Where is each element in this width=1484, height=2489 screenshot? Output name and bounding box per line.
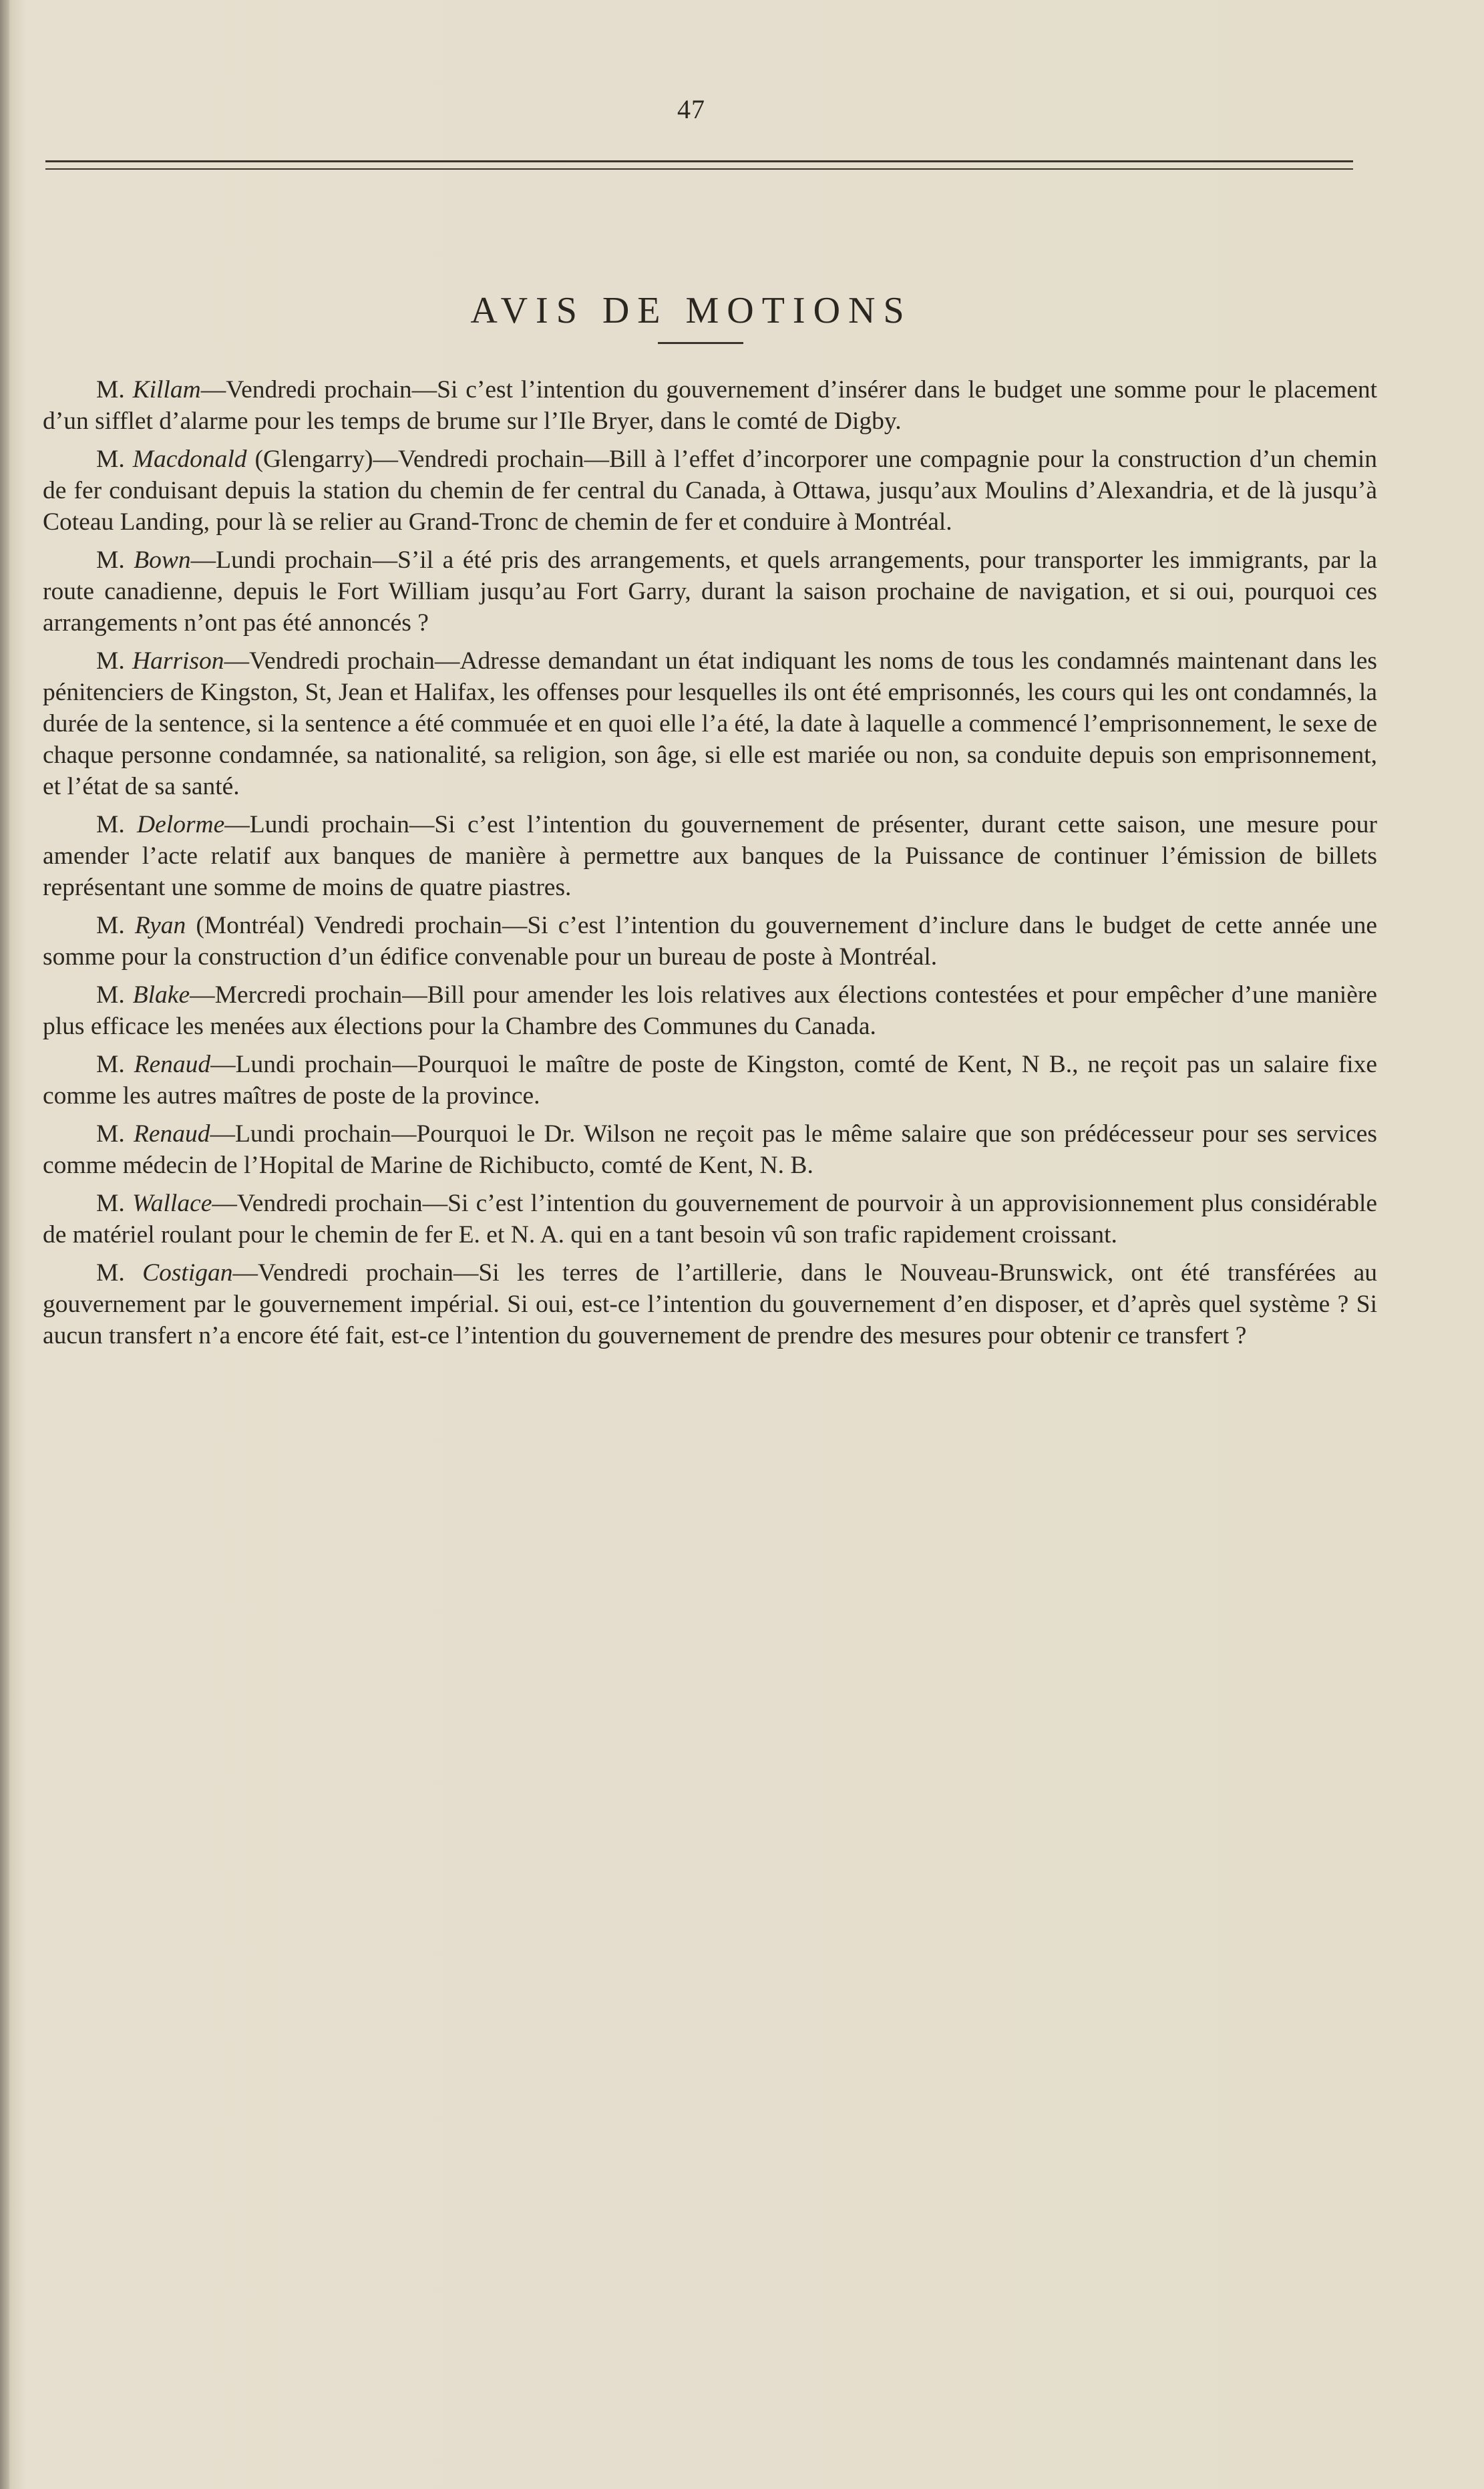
header-rule-top <box>45 160 1353 162</box>
motion-member: Delorme <box>137 811 225 838</box>
motion-text: —Vendredi prochain—Bill à l’effet d’incorporer une compagnie pour la construction d’un chemin de fer conduisant depuis la station du chemin de fer central du Canada, à Ottawa, jusqu’aux Moulins d’Alexandria, et de là jusqu’à Coteau Landing, pour là se relier au Grand-Tronc de chemin de fer et conduire à Montréal. <box>43 446 1377 536</box>
motion-member: Ryan <box>134 912 186 939</box>
binding-edge <box>0 0 9 2489</box>
motions-list <box>43 374 1377 1358</box>
motion-item <box>43 1257 1377 1351</box>
motion-item <box>43 979 1377 1042</box>
motion-prefix: M. <box>96 647 133 675</box>
motion-item <box>43 1049 1377 1112</box>
motion-member: Bown <box>134 546 191 574</box>
motion-text: —Lundi prochain—S’il a été pris des arrangements, et quels arrangements, pour transporter les immigrants, par la route canadienne, depuis le Fort William jusqu’au Fort Garry, durant la saison prochaine de navigation, et si oui, pourquoi ces arrangements n’ont pas été annoncés ? <box>43 546 1377 637</box>
motion-prefix: M. <box>96 1051 134 1078</box>
motion-text: —Vendredi prochain—Si les terres de l’artillerie, dans le Nouveau-Brunswick, ont été transférées au gouvernement par le gouvernement impérial. Si oui, est-ce l’intention du gouvernement d’en disposer, et d’après quel système ? Si aucun transfert n’a encore été fait, est-ce l’intention du gouvernement de prendre des mesures pour obtenir ce transfert ? <box>43 1259 1377 1349</box>
motion-prefix: M. <box>96 811 138 838</box>
motion-member: Costigan <box>142 1259 233 1287</box>
motion-prefix: M. <box>96 1259 143 1287</box>
motion-member: Wallace <box>132 1190 212 1217</box>
title-underline <box>658 342 743 344</box>
motion-item <box>43 645 1377 802</box>
page-title: AVIS DE MOTIONS <box>470 289 912 331</box>
motion-text: —Vendredi prochain—Adresse demandant un état indiquant les noms de tous les condamnés maintenant dans les pénitenciers de Kingston, St, Jean et Halifax, les offenses pour lesquelles ils ont été emprisonnés, les cours qui les ont condamnés, la durée de la sentence, si la sentence a été commuée et en quoi elle l’a été, la date à laquelle a commencé l’emprisonnement, le sexe de chaque personne condamnée, sa nationalité, sa religion, son âge, si elle est mariée ou non, sa conduite depuis son emprisonnement, et l’état de sa santé. <box>43 647 1377 800</box>
motion-text: —Lundi prochain—Pourquoi le Dr. Wilson ne reçoit pas le même salaire que son prédécesseur pour ses services comme médecin de l’Hopital de Marine de Richibucto, comté de Kent, N. B. <box>43 1120 1378 1179</box>
motion-prefix: M. <box>96 376 133 403</box>
motion-member: Killam <box>132 376 201 403</box>
motion-text: —Vendredi prochain—Si c’est l’intention du gouvernement d’insérer dans le budget une somme pour le placement d’un sifflet d’alarme pour les temps de brume sur l’Ile Bryer, dans le comté de Digby. <box>43 376 1378 435</box>
motion-prefix: M. <box>96 912 135 939</box>
motion-text: —Lundi prochain—Si c’est l’intention du gouvernement de présenter, durant cette saison, une mesure pour amender l’acte relatif aux banques de manière à permettre aux banques de la Puissance de continuer l’émission de billets représentant une somme de moins de quatre piastres. <box>43 811 1378 901</box>
header-rule-bottom <box>45 168 1353 170</box>
page-number: 47 <box>677 94 705 124</box>
motion-prefix: M. <box>96 546 134 574</box>
motion-riding: (Montréal) <box>186 912 305 939</box>
motion-member: Renaud <box>134 1051 211 1078</box>
motion-member: Harrison <box>132 647 224 675</box>
motion-text: —Mercredi prochain—Bill pour amender les lois relatives aux élections contestées et pour empêcher d’une manière plus efficace les menées aux élections pour la Chambre des Communes du Canada. <box>43 981 1377 1040</box>
motion-item <box>43 1118 1377 1181</box>
motion-item <box>43 444 1377 538</box>
motion-member: Renaud <box>133 1120 210 1148</box>
motion-prefix: M. <box>96 1190 132 1217</box>
motion-text: Vendredi prochain—Si c’est l’intention du gouvernement d’inclure dans le budget de cette année une somme pour la construction d’un édifice convenable pour un bureau de poste à Montréal. <box>43 912 1377 971</box>
motion-member: Blake <box>132 981 190 1009</box>
motion-item <box>43 809 1377 903</box>
motion-item <box>43 910 1377 973</box>
motion-riding: (Glengarry) <box>246 446 373 473</box>
motion-text: —Lundi prochain—Pourquoi le maître de poste de Kingston, comté de Kent, N B., ne reçoit pas un salaire fixe comme les autres maîtres de poste de la province. <box>43 1051 1377 1110</box>
motion-item <box>43 374 1377 437</box>
motion-prefix: M. <box>96 981 133 1009</box>
motion-item <box>43 544 1377 639</box>
motion-item <box>43 1188 1377 1251</box>
motion-prefix: M. <box>96 446 133 473</box>
motion-text: —Vendredi prochain—Si c’est l’intention du gouvernement de pourvoir à un approvisionnement plus considérable de matériel roulant pour le chemin de fer E. et N. A. qui en a tant besoin vû son trafic rapidement croissant. <box>43 1190 1378 1249</box>
motion-member: Macdonald <box>132 446 247 473</box>
motion-prefix: M. <box>96 1120 134 1148</box>
